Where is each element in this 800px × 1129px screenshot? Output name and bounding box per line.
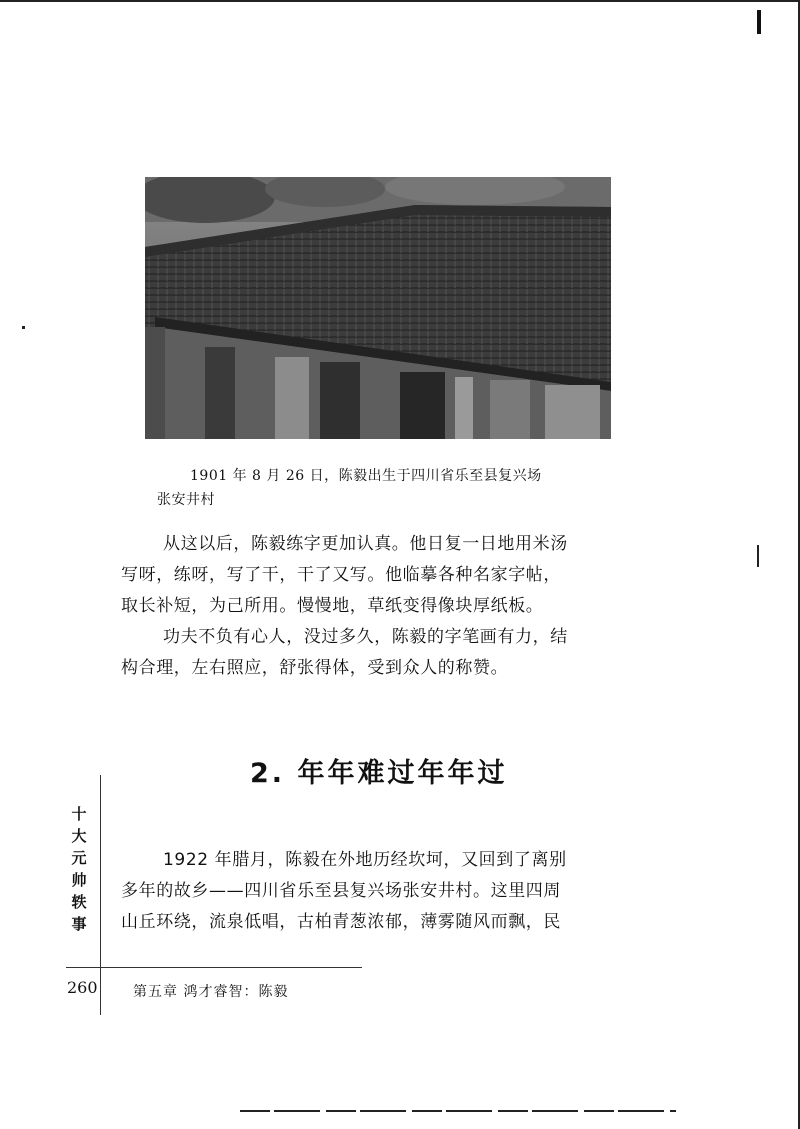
house-photo: [145, 177, 611, 439]
paragraph-1-line-3: 取长补短，为己所用。慢慢地，草纸变得像块厚纸板。: [121, 596, 544, 616]
paragraph-1: [121, 529, 636, 622]
side-title-char: 大: [71, 827, 87, 845]
side-title-char: 事: [71, 915, 87, 933]
section-title: 2. 年年难过年年过: [250, 758, 508, 789]
side-book-title: [66, 803, 92, 935]
paragraph-3-line-1: 1922 年腊月，陈毅在外地历经坎坷，又回到了离别: [163, 850, 567, 870]
page-number: 260: [67, 978, 98, 997]
footer-rule: [66, 967, 362, 968]
side-title-char: 十: [71, 805, 87, 823]
scan-bottom-line: [240, 1110, 676, 1112]
paragraph-3-line-2: 多年的故乡——四川省乐至县复兴场张安井村。这里四周: [121, 881, 561, 901]
photo-caption: [157, 464, 627, 512]
page-top-border: [0, 0, 800, 2]
caption-line-2: 张安井村: [157, 492, 215, 508]
running-head: 第五章 鸿才睿智：陈毅: [133, 984, 289, 1000]
side-vertical-rule: [100, 775, 101, 1015]
scan-speck: [22, 326, 25, 329]
paragraph-1-line-1: 从这以后，陈毅练字更加认真。他日复一日地用米汤: [163, 534, 568, 554]
scan-mark: [757, 10, 761, 34]
paragraph-3: [121, 845, 636, 938]
side-title-char: 轶: [71, 893, 87, 911]
paragraph-2-line-2: 构合理，左右照应，舒张得体，受到众人的称赞。: [121, 658, 509, 678]
side-title-char: 帅: [71, 871, 87, 889]
paragraph-2-line-1: 功夫不负有心人，没过多久，陈毅的字笔画有力，结: [163, 627, 568, 647]
side-title-char: 元: [71, 849, 87, 867]
paragraph-3-line-3: 山丘环绕，流泉低唱，古柏青葱浓郁，薄雾随风而飘，民: [121, 912, 561, 932]
paragraph-1-line-2: 写呀，练呀，写了干，干了又写。他临摹各种名家字帖，: [121, 565, 561, 585]
scan-mark: [757, 545, 759, 567]
paragraph-2: [121, 622, 636, 684]
caption-line-1: 1901 年 8 月 26 日，陈毅出生于四川省乐至县复兴场: [190, 468, 542, 484]
